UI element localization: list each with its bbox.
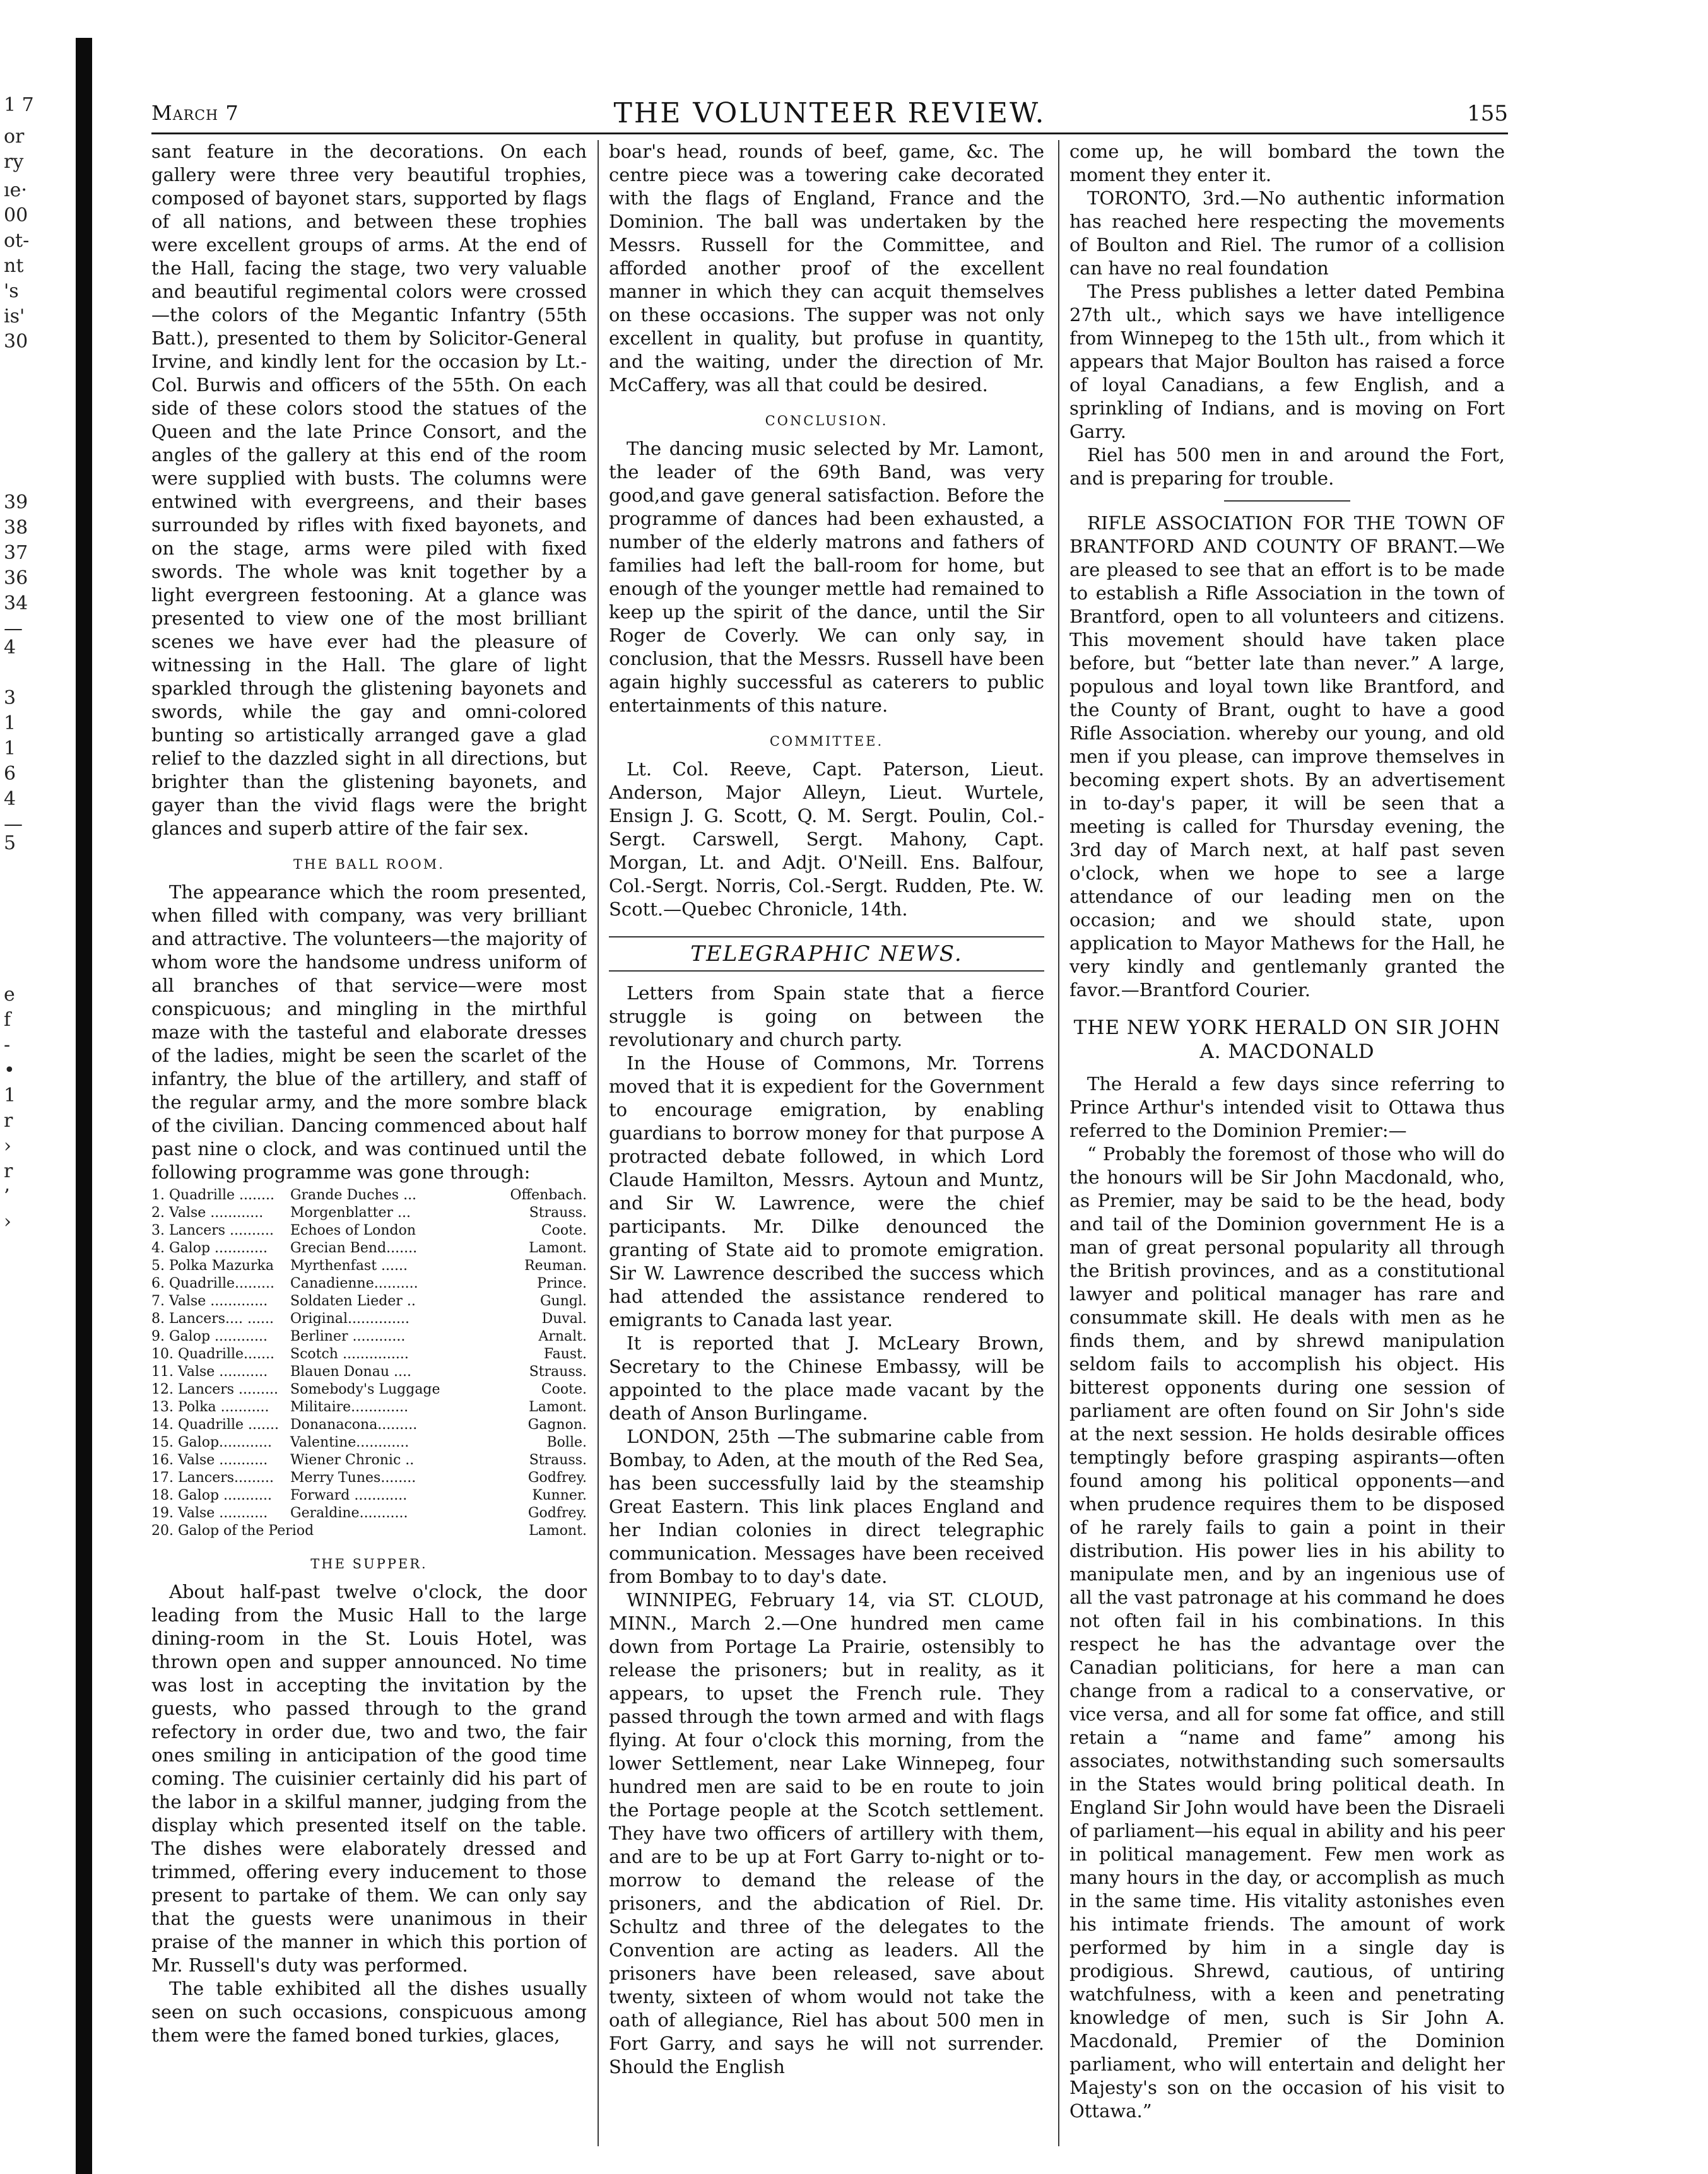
programme-title: Soldaten Lieder .. (290, 1293, 416, 1309)
programme-dance: 19. Valse ........... (151, 1505, 268, 1521)
margin-fragment: 34 (4, 592, 28, 614)
margin-fragment: 30 (4, 331, 28, 353)
programme-composer: Coote. (541, 1382, 587, 1397)
margin-fragment: 1 (4, 737, 16, 760)
programme-row (151, 1381, 587, 1399)
programme-row (151, 1293, 587, 1310)
margin-fragment: or (4, 126, 25, 148)
section-heading-herald: THE NEW YORK HERALD ON SIR JOHN A. MACDONALD (1073, 1016, 1501, 1063)
programme-dance: 5. Polka Mazurka (151, 1258, 274, 1274)
programme-row (151, 1275, 587, 1293)
news-item: TORONTO, 3rd.—No authentic information has reached here respecting the movements of Boulton and Riel. The rumor of a collision can have no real foundation (1069, 187, 1505, 279)
news-item: WINNIPEG, February 14, via ST. CLOUD, MINN., March 2.—One hundred men came down from Portage La Prairie, ostensibly to release the prisoners; but in reality, as it appears, to upset the French rule. They passed through the town armed and with flags flying. At four o'clock this morning, from the lower Settlement, near Lake Winnepeg, four hundred men are said to be en route to join the Portage people at the Scotch settlement. They have two officers of artillery with them, and are to be up at Fort Garry to-night or to-morrow to demand the release of the prisoners, and the abdication of Riel. Dr. Schultz and three of the delegates to the Convention are acting as leaders. All the prisoners have been released, save about twenty, sixteen of whom would not take the oath of allegiance, Riel has about 500 men in Fort Garry, and says he will not surrender. Should the English (609, 1589, 1044, 2077)
programme-row (151, 1505, 587, 1522)
news-item: The Press publishes a letter dated Pembina 27th ult., which says we have intelligence from Winnepeg to the 15th ult., from which it appears that Major Boulton has raised a force of loyal Canadians, a few English, and a sprinkling of Indians, and is moving on Fort Garry. (1069, 281, 1505, 442)
programme-composer: Strauss. (529, 1452, 587, 1468)
section-heading-conclusion: CONCLUSION. (765, 413, 888, 428)
column-3 (1069, 140, 1505, 2153)
programme-row (151, 1416, 587, 1434)
article-paragraph: The appearance which the room presented, when filled with company, was very brilliant and attractive. The volunteers—the majority of whom wore the handsome undress uniform of all branches of that service—were most conspicuous; and mingling in the mirthful maze with the tasteful and elaborate dresses of the ladies, might be seen the scarlet of the infantry, the blue of the artillery, and staff of the regular army, and the more sombre black of the civilian. Dancing commenced about half past nine o clock, and was continued until the following programme was gone through: (151, 881, 587, 1183)
programme-row (151, 1434, 587, 1452)
header-rule (151, 132, 1508, 134)
margin-fragment: 4 (4, 788, 16, 810)
programme-composer: Bolle. (546, 1435, 587, 1450)
programme-dance: 1. Quadrille ........ (151, 1187, 274, 1203)
programme-title: Morgenblatter ... (290, 1205, 411, 1221)
programme-dance: 14. Quadrille ....... (151, 1417, 279, 1433)
article-paragraph: “ Probably the foremost of those who will do the honours will be Sir John Macdonald, who, as Premier, may be said to be the head, body and tail of the Dominion government He is a man of great personal popularity all through the British provinces, and as a constitutional lawyer and political manager has rare and consummate skill. He deals with men as he finds them, and by shrewd manipulation seldom fails to accomplish his object. His bitterest opponents during one session of parliament are often found on Sir John's side at the next session. He holds desirable offices temptingly before grasping aspirants—often found among his political opponents—and when prudence requires them to be disposed of he rarely fails to gain a point in their distribution. His power lies in his ability to manipulate men, and by an ingenious use of all the vast patronage at his command he does not often fail in his combinations. In this respect he has the advantage over the Canadian politicians, for here a man can change from a radical to a conservative, or vice versa, and all for some fat office, and still retain a “name and fame” among his associates, notwithstanding such somersaults in the States would bring political death. In England Sir John would have been the Disraeli of parliament—his equal in ability and his peer in political management. Few men work as many hours in the day, or accomplish as much in the same time. His vitality astonishes even his intimate friends. The amount of work performed by him in a single day is prodigious. Shrewd, cautious, of untiring watchfulness, with a keen and penetrating knowledge of men, such is Sir John A. Macdonald, Premier of the Dominion parliament, who will entertain and delight her Majesty's son on the occasion of his visit to Ottawa.” (1069, 1143, 1505, 2122)
programme-title: Forward ............ (290, 1488, 408, 1503)
margin-fragment: 38 (4, 517, 28, 539)
programme-title: Echoes of London (290, 1223, 416, 1238)
programme-composer: Gagnon. (527, 1417, 587, 1433)
margin-fragment: — (4, 813, 23, 835)
binding-edge (76, 38, 92, 2174)
programme-dance: 3. Lancers .......... (151, 1223, 274, 1238)
programme-composer: Reuman. (524, 1258, 587, 1274)
article-paragraph: The dancing music selected by Mr. Lamont, the leader of the 69th Band, was very good,and gave general satisfaction. Before the programme of dances had been exhausted, a number of the elderly matrons and fathers of families had left the ball-room for home, but enough of the younger mettle had remained to keep up the spirit of the dance, until the Sir Roger de Coverly. We can only say, in conclusion, that the Messrs. Russell have been again highly successful as caterers to public entertainments of this nature. (609, 438, 1044, 716)
programme-dance: 10. Quadrille....... (151, 1346, 274, 1362)
programme-composer: Strauss. (529, 1205, 587, 1221)
programme-title: Merry Tunes........ (290, 1470, 416, 1486)
programme-composer: Kunner. (532, 1488, 587, 1503)
programme-title: Militaire............. (290, 1399, 409, 1415)
column-2 (609, 140, 1044, 2153)
programme-composer: Prince. (537, 1276, 587, 1291)
programme-composer: Faust. (543, 1346, 587, 1362)
news-item: Letters from Spain state that a fierce struggle is going on between the revolutionary and church party. (609, 982, 1044, 1050)
programme-row (151, 1187, 587, 1204)
programme-dance: 18. Galop ........... (151, 1488, 272, 1503)
programme-dance: 13. Polka ........... (151, 1399, 269, 1415)
margin-fragment: r (4, 1160, 13, 1182)
programme-dance: 16. Valse ........... (151, 1452, 268, 1468)
section-heading-supper: THE SUPPER. (310, 1556, 428, 1572)
programme-row (151, 1399, 587, 1416)
margin-fragment: › (4, 1211, 11, 1233)
programme-row (151, 1240, 587, 1257)
margin-fragment: 4 (4, 637, 16, 659)
programme-row (151, 1328, 587, 1346)
left-margin-bleed (0, 0, 63, 2174)
running-head (151, 97, 1508, 132)
margin-fragment: 's (4, 280, 19, 302)
article-paragraph: boar's head, rounds of beef, game, &c. The centre piece was a towering cake decorated with the flags of England, France and the Dominion. The ball was undertaken by the Messrs. Russell for the Committee, and afforded another proof of the excellent manner in which they can acquit themselves on these occasions. The supper was not only excellent in quality, but profuse in quantity, and the waiting, under the direction of Mr. McCaffery, was all that could be desired. (609, 141, 1044, 396)
margin-fragment: 1 7 (4, 94, 34, 116)
programme-title: Berliner ............ (290, 1329, 406, 1344)
committee-list: Lt. Col. Reeve, Capt. Paterson, Lieut. Anderson, Major Alleyn, Lieut. Wurtele, Ensign J. G. Scott, Q. M. Sergt. Poulin, Col.-Sergt. Carswell, Sergt. Mahony, Capt. Morgan, Lt. and Adjt. O'Neill. Ens. Balfour, Col.-Sergt. Norris, Col.-Sergt. Rudden, Pte. W. Scott.—Quebec Chronicle, 14th. (609, 758, 1044, 920)
programme-title: Valentine............ (290, 1435, 409, 1450)
programme-dance: 12. Lancers ......... (151, 1382, 278, 1397)
programme-row (151, 1257, 587, 1275)
programme-dance: 7. Valse ............. (151, 1293, 268, 1309)
page-number: 155 (1467, 101, 1508, 126)
programme-dance: 11. Valse ........... (151, 1364, 268, 1380)
programme-row (151, 1204, 587, 1222)
programme-title: Myrthenfast ...... (290, 1258, 408, 1274)
programme-composer: Strauss. (529, 1364, 587, 1380)
issue-date: March 7 (151, 101, 239, 125)
section-heading-ballroom: THE BALL ROOM. (293, 857, 445, 872)
margin-fragment: ’ (4, 1185, 10, 1207)
article-paragraph: sant feature in the decorations. On each gallery were three very beautiful trophies, composed of bayonet stars, supported by flags of all nations, and between these trophies were excellent groups of arms. At the end of the Hall, facing the stage, two very valuable and beautiful regimental colors were crossed—the colors of the Megantic Infantry (55th Batt.), presented to them by Solicitor-General Irvine, and kindly lent for the occasion by Lt.-Col. Burwis and officers of the 55th. On each side of these colors stood the statues of the Queen and the late Prince Consort, and the angles of the gallery at this end of the room were supplied with busts. The columns were entwined with evergreens, and their bases surrounded by rifles with fixed bayonets, and on the stage, arms were piled with fixed swords. The whole was knit together by a light evergreen festooning. At a glance was presented to view one of the most brilliant scenes we have ever had the pleasure of witnessing in the Hall. The glare of light sparkled through the glistening bayonets and swords, while the gay and omni-colored bunting so artistically arranged gave a glad relief to the dazzled sight in all directions, but brighter than the glistening bayonets, and gayer than the vivid flags were the bright glances and superb attire of the fair sex. (151, 141, 587, 839)
article-paragraph: The table exhibited all the dishes usually seen on such occasions, conspicuous among them were the famed boned turkies, glaces, (151, 1978, 587, 2046)
news-item: Riel has 500 men in and around the Fort, and is preparing for trouble. (1069, 444, 1505, 489)
programme-composer: Arnalt. (538, 1329, 587, 1344)
margin-fragment: 6 (4, 763, 16, 785)
programme-composer: Duval. (541, 1311, 587, 1327)
programme-title: Grecian Bend....... (290, 1240, 418, 1256)
margin-fragment: — (4, 618, 23, 640)
margin-fragment: 3 (4, 687, 16, 709)
programme-title: Scotch ............... (290, 1346, 409, 1362)
programme-title: Grande Duches ... (290, 1187, 417, 1203)
margin-fragment: ıe· (4, 179, 27, 201)
programme-composer: Offenbach. (510, 1187, 587, 1203)
programme-composer: Lamont. (529, 1399, 587, 1415)
programme-row (151, 1469, 587, 1487)
programme-title: Somebody's Luggage (290, 1382, 440, 1397)
programme-row (151, 1487, 587, 1505)
programme-row (151, 1346, 587, 1363)
programme-composer: Lamont. (529, 1523, 587, 1539)
margin-fragment: › (4, 1135, 11, 1157)
news-item: In the House of Commons, Mr. Torrens moved that it is expedient for the Government to encourage emigration, by enabling guardians to borrow money for that purpose A protracted debate followed, in which Lord Claude Hamilton, Messrs. Aytoun and Muntz, and Sir W. Lawrence, were the chief participants. Mr. Dilke denounced the granting of State aid to promote emigration. Sir W. Lawrence described the success which had attended the assistance rendered to emigrants to Canada last year. (609, 1052, 1044, 1331)
programme-title: Blauen Donau .... (290, 1364, 411, 1380)
programme-title: Wiener Chronic .. (290, 1452, 415, 1468)
programme-composer: Coote. (541, 1223, 587, 1238)
programme-composer: Gungl. (539, 1293, 587, 1309)
column-rule (598, 140, 599, 2146)
programme-composer: Lamont. (529, 1240, 587, 1256)
programme-row (151, 1522, 587, 1540)
programme-dance: 4. Galop ............ (151, 1240, 268, 1256)
programme-dance: 2. Valse ............ (151, 1205, 264, 1221)
news-item: It is reported that J. McLeary Brown, Secretary to the Chinese Embassy, will be appointed to the place made vacant by the death of Anson Burlingame. (609, 1332, 1044, 1424)
programme-title: Donanacona......... (290, 1417, 418, 1433)
news-item: come up, he will bombard the town the moment they enter it. (1069, 141, 1505, 185)
margin-fragment: r (4, 1110, 13, 1132)
column-1 (151, 140, 587, 2153)
margin-fragment: f (4, 1009, 11, 1031)
dance-programme (151, 1187, 587, 1540)
programme-row (151, 1222, 587, 1240)
margin-fragment: 00 (4, 204, 28, 226)
article-paragraph: The Herald a few days since referring to Prince Arthur's intended visit to Ottawa thus referred to the Dominion Premier:— (1069, 1073, 1505, 1141)
margin-fragment: is' (4, 305, 25, 327)
programme-row (151, 1363, 587, 1381)
programme-title: Geraldine........... (290, 1505, 408, 1521)
programme-dance: 8. Lancers.... ...... (151, 1311, 274, 1327)
margin-fragment: - (4, 1034, 11, 1056)
margin-fragment: 36 (4, 567, 28, 589)
margin-fragment: e (4, 984, 15, 1006)
margin-fragment: 1 (4, 712, 16, 734)
section-heading-committee: COMMITTEE. (769, 734, 884, 749)
article-paragraph: RIFLE ASSOCIATION FOR THE TOWN OF BRANTFORD AND COUNTY OF BRANT.—We are pleased to see that an effort is to be made to establish a Rifle Association in the town of Brantford, open to all volunteers and citizens. This movement should have taken place before, but “better late than never.” A large, populous and loyal town like Brantford, and the County of Brant, ought to have a good Rifle Association. whereby our young, and old men if you please, can improve themselves in becoming expert shots. By an advertisement in to-day's paper, it will be seen that a meeting is called for Thursday evening, the 3rd day of March next, at half past seven o'clock, when we hope to see a large attendance of our leading men on the occasion; and we should state, upon application to Mayor Mathews for the Hall, he very kindly and gentlemanly granted the favor.—Brantford Courier. (1069, 512, 1505, 1001)
margin-fragment: 37 (4, 542, 28, 564)
programme-composer: Godfrey. (527, 1505, 587, 1521)
margin-fragment: 39 (4, 491, 28, 514)
margin-fragment: ry (4, 151, 24, 173)
programme-dance: 6. Quadrille......... (151, 1276, 274, 1291)
programme-dance: 17. Lancers......... (151, 1470, 274, 1486)
programme-title (290, 1522, 492, 1540)
programme-dance: 20. Galop of the Period (151, 1523, 314, 1539)
programme-dance: 9. Galop ............ (151, 1329, 268, 1344)
programme-title: Original.............. (290, 1311, 409, 1327)
programme-dance: 15. Galop............ (151, 1435, 272, 1450)
margin-fragment: • (4, 1059, 15, 1081)
programme-title: Canadienne.......... (290, 1276, 418, 1291)
margin-fragment: ot- (4, 230, 30, 252)
programme-composer: Godfrey. (527, 1470, 587, 1486)
margin-fragment: nt (4, 255, 24, 277)
masthead-title: THE VOLUNTEER REVIEW. (613, 97, 1046, 129)
programme-row (151, 1452, 587, 1469)
margin-fragment: 1 (4, 1084, 16, 1107)
programme-row (151, 1310, 587, 1328)
section-heading-telegraphic-news: TELEGRAPHIC NEWS. (609, 936, 1044, 972)
divider-rule (1224, 500, 1350, 502)
column-rule (1058, 140, 1059, 2146)
article-paragraph: About half-past twelve o'clock, the door leading from the Music Hall to the large dining-room in the St. Louis Hotel, was thrown open and supper announced. No time was lost in accepting the invitation by the guests, who passed through to the grand refectory in order due, two and two, the fair ones smiling in anticipation of the good time coming. The cuisinier certainly did his part of the labor in a skilful manner, judging from the display which presented itself on the table. The dishes were elaborately dressed and trimmed, offering every inducement to those present to partake of them. We can only say that the guests were unanimous in their praise of the manner in which this portion of Mr. Russell's duty was performed. (151, 1581, 587, 1976)
margin-fragment: 5 (4, 832, 16, 854)
news-item: LONDON, 25th —The submarine cable from Bombay, to Aden, at the mouth of the Red Sea, has been successfully laid by the steamship Great Eastern. This link places England and her Indian colonies in direct telegraphic communication. Messages have been received from Bombay to to day's date. (609, 1426, 1044, 1587)
